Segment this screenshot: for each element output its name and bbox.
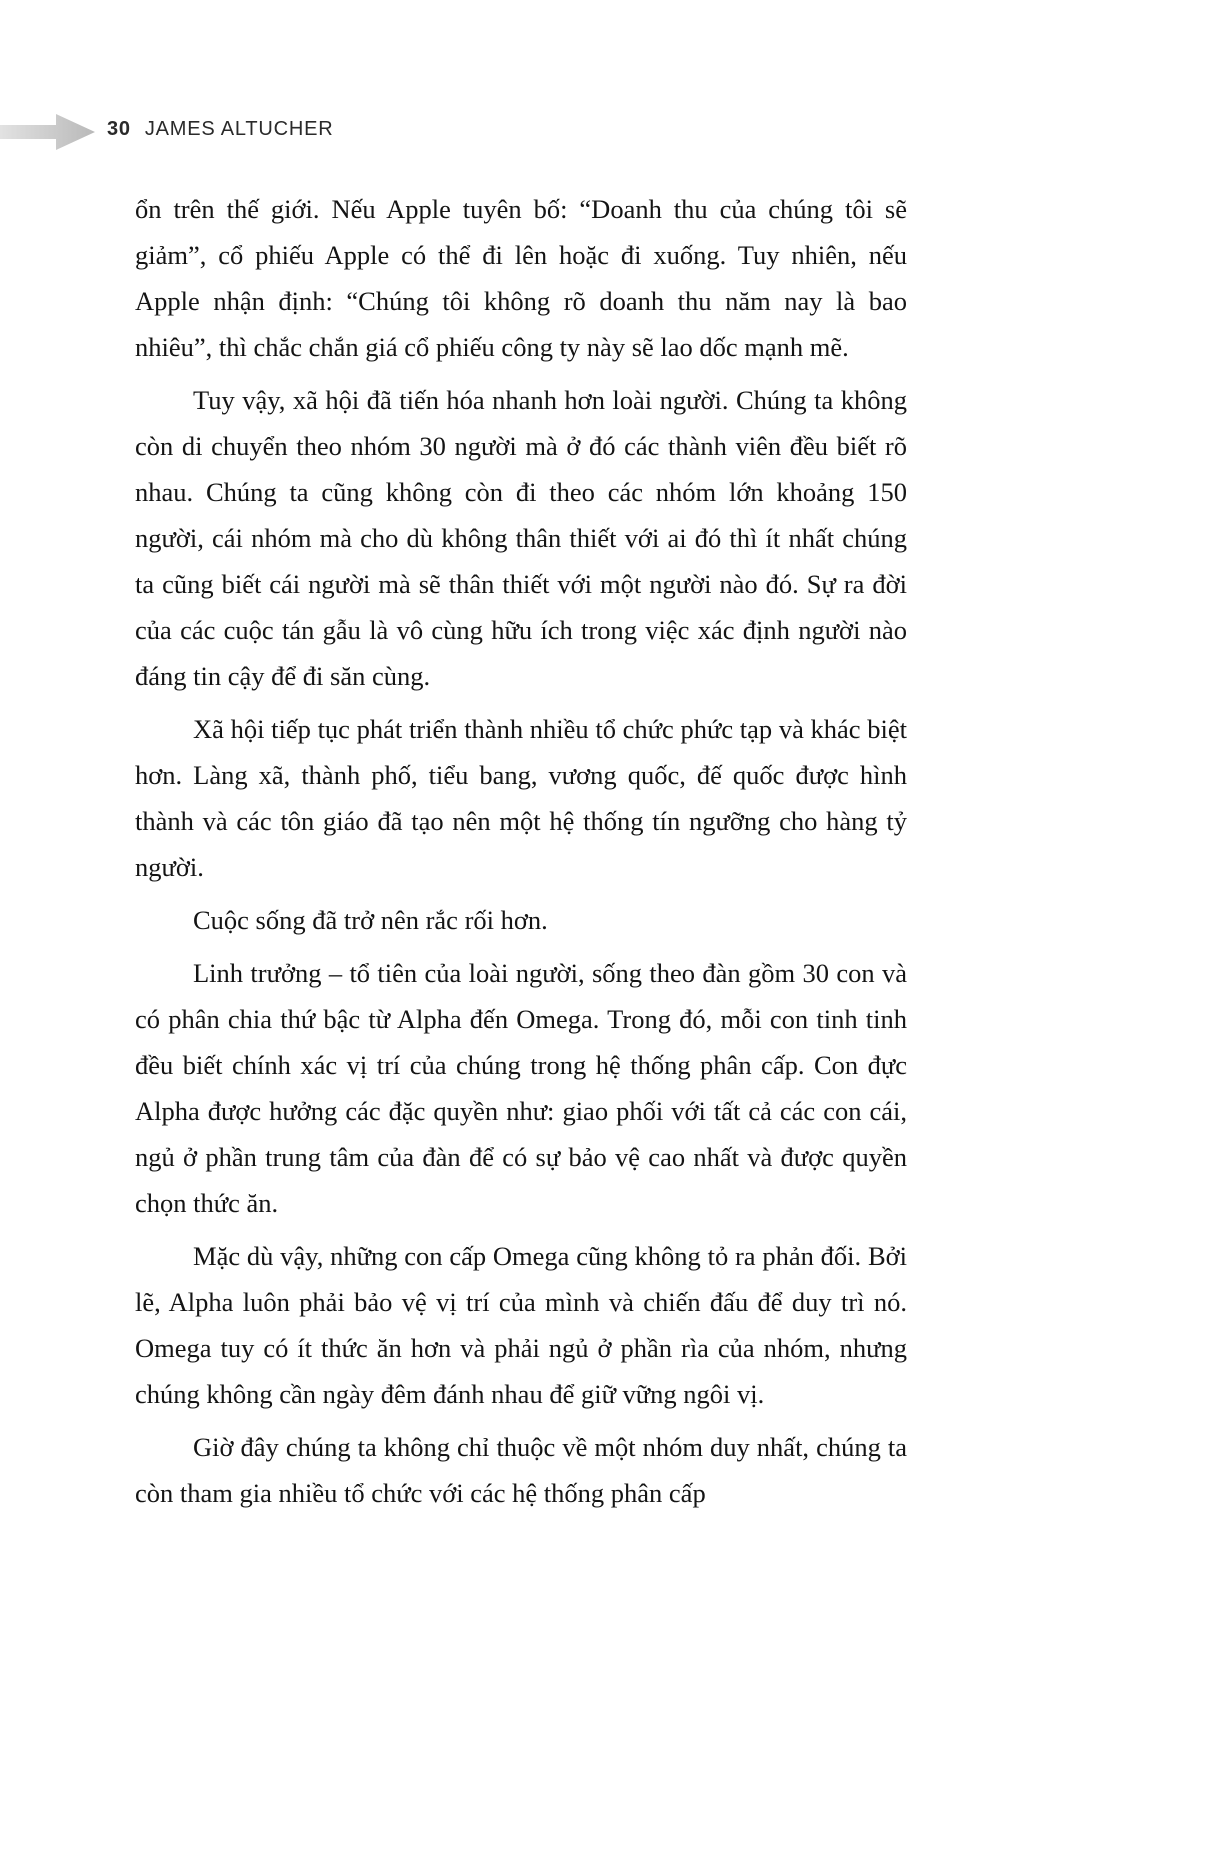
page-header bbox=[107, 118, 334, 141]
paragraph: Xã hội tiếp tục phát triển thành nhiều tổ chức phức tạp và khác biệt hơn. Làng xã, thành phố, tiểu bang, vương quốc, đế quốc được hình thành và các tôn giáo đã tạo nên một hệ thống tín ngưỡng cho hàng tỷ người. bbox=[135, 714, 907, 882]
paragraph: Giờ đây chúng ta không chỉ thuộc về một nhóm duy nhất, chúng ta còn tham gia nhiều tổ chức với các hệ thống phân cấp bbox=[135, 1432, 907, 1508]
paragraph: Tuy vậy, xã hội đã tiến hóa nhanh hơn loài người. Chúng ta không còn di chuyển theo nhóm 30 người mà ở đó các thành viên đều biết rõ nhau. Chúng ta cũng không còn đi theo các nhóm lớn khoảng 150 người, cái nhóm mà cho dù không thân thiết với ai đó thì ít nhất chúng ta cũng biết cái người mà sẽ thân thiết với một người nào đó. Sự ra đời của các cuộc tán gẫu là vô cùng hữu ích trong việc xác định người nào đáng tin cậy để đi săn cùng. bbox=[135, 385, 907, 691]
paragraph: Cuộc sống đã trở nên rắc rối hơn. bbox=[193, 905, 548, 935]
paragraph: Linh trưởng – tổ tiên của loài người, sống theo đàn gồm 30 con và có phân chia thứ bậc từ Alpha đến Omega. Trong đó, mỗi con tinh tinh đều biết chính xác vị trí của chúng trong hệ thống phân cấp. Con đực Alpha được hưởng các đặc quyền như: giao phối với tất cả các con cái, ngủ ở phần trung tâm của đàn để có sự bảo vệ cao nhất và được quyền chọn thức ăn. bbox=[135, 958, 907, 1218]
paragraph: Mặc dù vậy, những con cấp Omega cũng không tỏ ra phản đối. Bởi lẽ, Alpha luôn phải bảo vệ vị trí của mình và chiến đấu để duy trì nó. Omega tuy có ít thức ăn hơn và phải ngủ ở phần rìa của nhóm, nhưng chúng không cần ngày đêm đánh nhau để giữ vững ngôi vị. bbox=[135, 1241, 907, 1409]
paragraph: ổn trên thế giới. Nếu Apple tuyên bố: “Doanh thu của chúng tôi sẽ giảm”, cổ phiếu Apple có thể đi lên hoặc đi xuống. Tuy nhiên, nếu Apple nhận định: “Chúng tôi không rõ doanh thu năm nay là bao nhiêu”, thì chắc chắn giá cổ phiếu công ty này sẽ lao dốc mạnh mẽ. bbox=[135, 194, 907, 362]
page-number: 30 bbox=[107, 118, 131, 140]
author-header: JAMES ALTUCHER bbox=[144, 118, 334, 140]
arrow-icon bbox=[0, 112, 96, 152]
body-text bbox=[135, 186, 907, 1523]
